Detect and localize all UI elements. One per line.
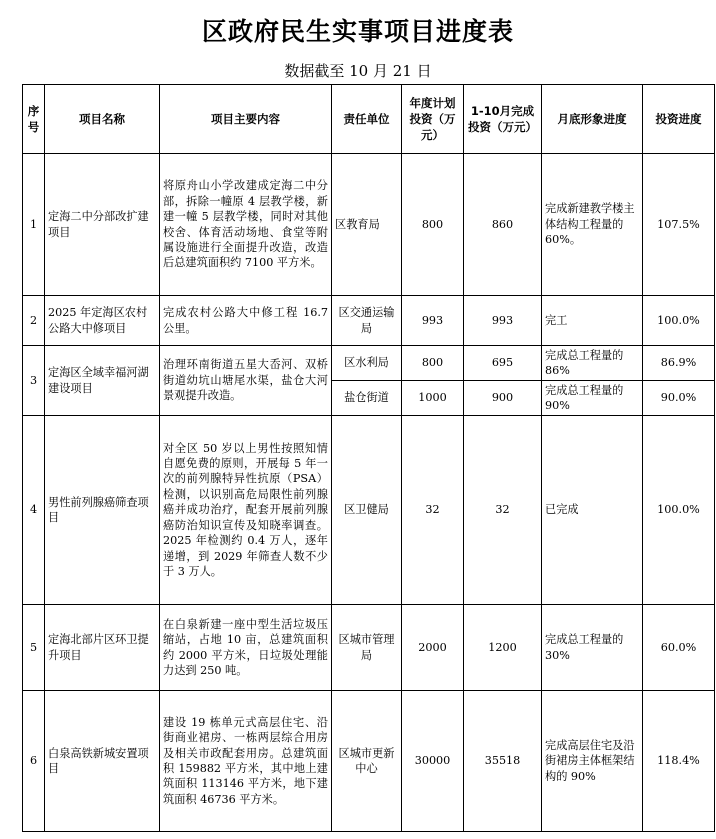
cell-rate: 90.0% [643,381,715,416]
cell-unit: 区卫健局 [332,416,402,605]
cell-name: 定海区全域幸福河湖建设项目 [45,346,160,416]
header-plan: 年度计划投资（万元） [402,85,464,154]
table-row [23,416,715,605]
cell-rate: 107.5% [643,154,715,296]
cell-seq: 6 [23,691,45,832]
cell-content: 对全区 50 岁以上男性按照知情自愿免费的原则，开展每 5 年一次的前列腺特异性抗原（PSA）检测，以识别高危局限性前列腺癌并成功治疗，配套开展前列腺癌防治知识宣传及知晓率调查。2025 年检测约 0.4 万人，逐年递增，到 2029 年筛查人数不少于 3 万人。 [160,416,332,605]
cell-name: 白泉高铁新城安置项目 [45,691,160,832]
cell-progress: 完成高层住宅及沿街裙房主体框架结构的 90% [542,691,643,832]
cell-seq: 2 [23,296,45,346]
cell-rate: 100.0% [643,416,715,605]
cell-done: 993 [464,296,542,346]
cell-done: 695 [464,346,542,381]
header-progress: 月底形象进度 [542,85,643,154]
header-content: 项目主要内容 [160,85,332,154]
cell-plan: 993 [402,296,464,346]
table-row [23,346,715,381]
header-name: 项目名称 [45,85,160,154]
cell-name: 定海北部片区环卫提升项目 [45,605,160,691]
cell-unit: 区城市更新中心 [332,691,402,832]
cell-done: 32 [464,416,542,605]
table-row [23,605,715,691]
cell-plan: 32 [402,416,464,605]
header-rate: 投资进度 [643,85,715,154]
cell-name: 男性前列腺癌筛查项目 [45,416,160,605]
header-seq: 序号 [23,85,45,154]
cell-content: 在白泉新建一座中型生活垃圾压缩站，占地 10 亩，总建筑面积约 2000 平方米，日垃圾处理能力达到 250 吨。 [160,605,332,691]
header-unit: 责任单位 [332,85,402,154]
table-header-row [23,85,715,154]
page-title: 区政府民生实事项目进度表 [201,17,514,46]
cell-plan: 2000 [402,605,464,691]
cell-rate: 60.0% [643,605,715,691]
cell-progress: 已完成 [542,416,643,605]
cell-name: 2025 年定海区农村公路大中修项目 [45,296,160,346]
cell-seq: 4 [23,416,45,605]
table-row [23,154,715,296]
cell-done: 860 [464,154,542,296]
header-done: 1-10月完成投资（万元） [464,85,542,154]
table-row [23,691,715,832]
cell-done: 900 [464,381,542,416]
progress-table [22,84,715,832]
cell-seq: 1 [23,154,45,296]
cell-seq: 3 [23,346,45,416]
cell-progress: 完成新建教学楼主体结构工程量的 60%。 [542,154,643,296]
data-date-subtitle: 数据截至 10 月 21 日 [284,62,432,80]
cell-plan: 800 [402,346,464,381]
cell-done: 35518 [464,691,542,832]
cell-seq: 5 [23,605,45,691]
cell-unit: 盐仓街道 [332,381,402,416]
cell-content: 完成农村公路大中修工程 16.7 公里。 [160,296,332,346]
cell-rate: 86.9% [643,346,715,381]
cell-content: 治理环南街道五星大岙河、双桥街道幼坑山塘尾水渠，盐仓大河景观提升改造。 [160,346,332,416]
cell-progress: 完成总工程量的 30% [542,605,643,691]
cell-content: 建设 19 栋单元式高层住宅、沿街商业裙房、一栋两层综合用房及相关市政配套用房。总建筑面积 159882 平方米，其中地上建筑面积 113146 平方米，地下建筑面积 46736 平方米。 [160,691,332,832]
cell-progress: 完成总工程量的 86% [542,346,643,381]
cell-unit: 区城市管理局 [332,605,402,691]
cell-rate: 118.4% [643,691,715,832]
table-row [23,296,715,346]
cell-name: 定海二中分部改扩建项目 [45,154,160,296]
cell-rate: 100.0% [643,296,715,346]
cell-plan: 1000 [402,381,464,416]
cell-unit: 区教育局 [332,154,402,296]
cell-plan: 800 [402,154,464,296]
cell-unit: 区水利局 [332,346,402,381]
cell-unit: 区交通运输局 [332,296,402,346]
cell-done: 1200 [464,605,542,691]
cell-progress: 完成总工程量的 90% [542,381,643,416]
cell-progress: 完工 [542,296,643,346]
cell-plan: 30000 [402,691,464,832]
cell-content: 将原舟山小学改建成定海二中分部，拆除一幢原 4 层教学楼，新建一幢 5 层教学楼，同时对其他校舍、体育活动场地、食堂等附属设施进行全面提升改造，改造后总建筑面积约 7100 平方米。 [160,154,332,296]
